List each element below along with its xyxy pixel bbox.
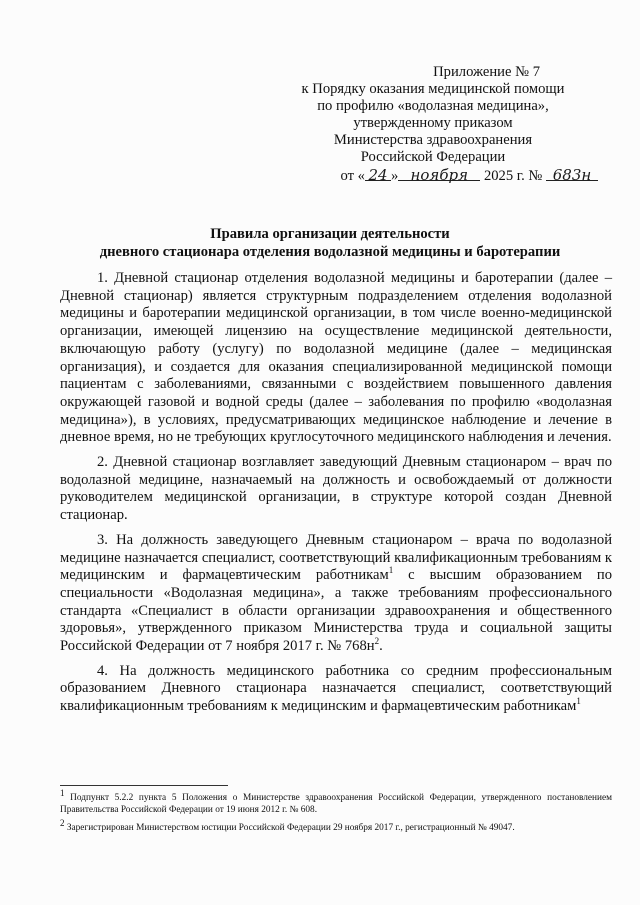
footnote-1	[60, 788, 612, 816]
date-day-handwritten: 24	[368, 166, 388, 184]
title-line-1: Правила организации деятельности	[210, 226, 450, 242]
date-month-field	[398, 166, 480, 184]
paragraph-3-end: .	[379, 638, 383, 655]
paragraph-3	[60, 532, 612, 656]
footnote-ref-1: 1	[388, 565, 394, 576]
date-prefix: от «	[340, 168, 365, 184]
date-day-field	[365, 166, 391, 184]
appendix-number: Приложение № 7	[433, 64, 540, 80]
order-number-field	[546, 166, 598, 184]
paragraph-4	[60, 663, 612, 716]
title-line-2: дневного стационара отделения водолазной медицины и баротерапии	[99, 244, 561, 260]
order-date-line	[268, 167, 598, 185]
footnote-ref-1-repeat: 1	[576, 696, 581, 707]
date-month-handwritten: ноября	[410, 166, 469, 184]
footnote-ref-2: 2	[374, 636, 380, 647]
date-year-label: 2025 г. №	[483, 168, 543, 184]
appendix-line-profile: по профилю «водолазная медицина»,	[317, 98, 549, 114]
paragraph-2: 2. Дневной стационар возглавляет заведующий Дневным стационаром – врач по водолазной медицине, назначаемый на должность и освобождаемый от должности руководителем медицинской организации, в структуре которой создан Дневной стационар.	[60, 454, 612, 524]
appendix-line-ministry: Министерства здравоохранения	[333, 132, 533, 148]
paragraph-3-text-a: 3. На должность заведующего Дневным стационаром – врача по водолазной медицине назначается специалист, соответствующий квалификационным требованиям к медицинским и фармацевтическим работникам	[60, 531, 612, 584]
footnote-2-text: Зарегистрирован Министерством юстиции Российской Федерации 29 ноября 2017 г., регистрационный № 49047.	[64, 823, 515, 834]
paragraph-4-text: 4. На должность медицинского работника со средним профессиональным образованием Дневного стационара назначается специалист, соответствующий квалификационным требованиям к медицинским и фармацевтическим работникам	[60, 662, 612, 715]
document-body	[60, 270, 612, 723]
paragraph-3-text-b: с высшим образованием по специальности «Водолазная медицина», а также требованиям профессионального стандарта «Специалист в области организации здравоохранения и общественного здоровья», утвержденного приказом Министерства труда и социальной защиты Российской Федерации от 7 ноября 2017 г. № 768н	[60, 567, 612, 655]
footnote-1-mark: 1	[60, 788, 65, 798]
footnote-2-mark: 2	[60, 818, 65, 828]
document-title	[70, 225, 590, 261]
appendix-line-approved: утвержденному приказом	[353, 115, 513, 131]
appendix-header	[268, 64, 598, 185]
appendix-line-federation: Российской Федерации	[360, 149, 506, 165]
date-quote-close: »	[390, 168, 399, 184]
appendix-line-order: к Порядку оказания медицинской помощи	[301, 81, 565, 97]
footnote-divider	[60, 785, 228, 786]
paragraph-1: 1. Дневной стационар отделения водолазной медицины и баротерапии (далее – Дневной стационар) является структурным подразделением отделения водолазной медицины и баротерапии медицинской организации, в том числе военно-медицинской организации, имеющей лицензию на осуществление медицинской деятельности, включающую работу (услугу) по водолазной медицине (далее – медицинская организация), и создается для оказания специализированной медицинской помощи пациентам с заболеваниями, связанными с воздействием повышенного давления окружающей газовой и водной среды (далее – заболевания по профилю «водолазная медицина»), в условиях, предусматривающих медицинское наблюдение и лечение в дневное время, но не требующих круглосуточного медицинского наблюдения и лечения.	[60, 270, 612, 446]
order-number-handwritten: 683н	[552, 166, 592, 184]
footnote-2	[60, 818, 612, 835]
footnote-1-text: Подпункт 5.2.2 пункта 5 Положения о Министерстве здравоохранения Российской Федерации, утвержденного постановлением Правительства Российской Федерации от 19 июня 2012 г. № 608.	[60, 793, 612, 815]
